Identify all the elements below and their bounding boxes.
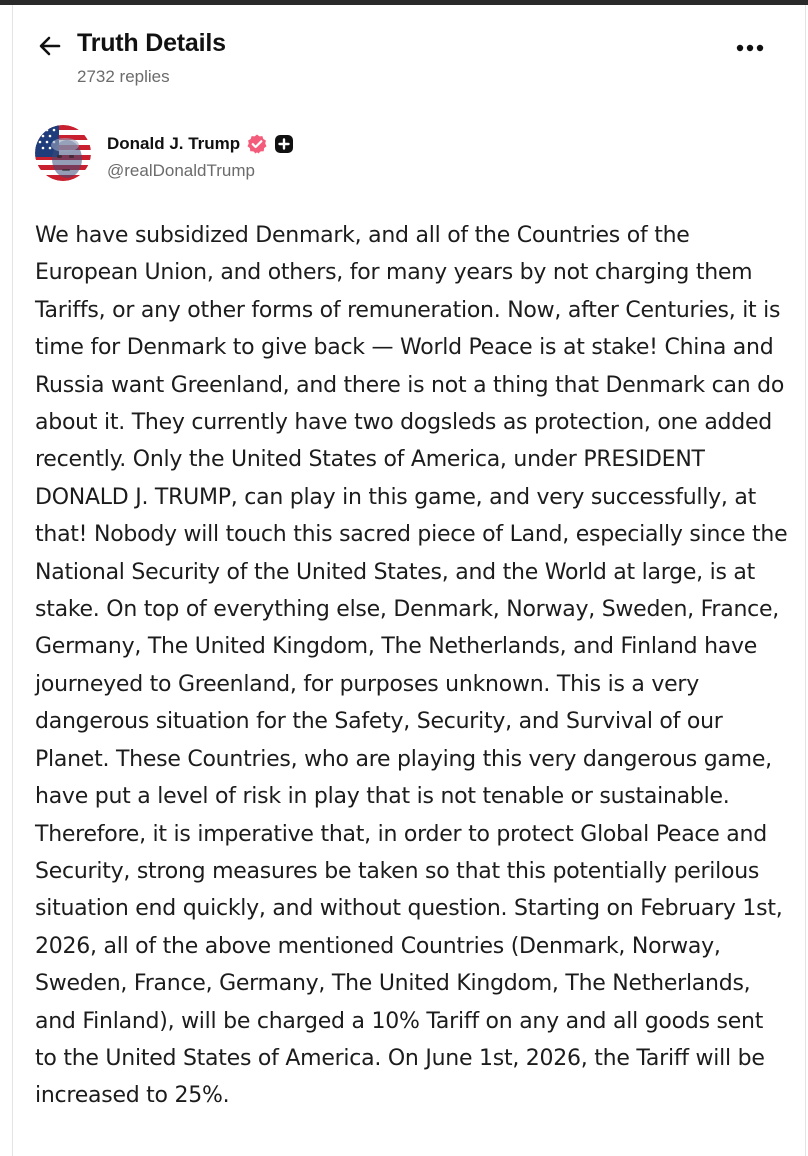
page-header [13,5,805,110]
arrow-left-icon [37,33,63,59]
more-horizontal-icon [736,44,764,52]
plus-badge-icon [274,134,294,154]
more-options-button[interactable] [733,35,767,61]
flag-portrait-avatar-image [35,125,91,181]
avatar[interactable] [35,125,91,181]
reply-count: 2732 replies [77,67,170,86]
post-text: We have subsidized Denmark, and all of the Countries of the European Union, and others, for many years by not charging them Tariffs, or any other forms of remuneration. Now, after Centuries, it is time for Denmark to give back — World Peace is at stake! China and Russia want Greenland, and there is not a thing that Denmark can do about it. They currently have two dogsleds as protection, one added recently. Only the United States of America, under PRESIDENT DONALD J. TRUMP, can play in this game, and very successfully, at that! Nobody will touch this sacred piece of Land, especially since the National Security of the United States, and the World at large, is at stake. On top of everything else, Denmark, Norway, Sweden, France, Germany, The United Kingdom, The Netherlands, and Finland have journeyed to Greenland, for purposes unknown. This is a very dangerous situation for the Safety, Security, and Survival of our Planet. These Countries, who are playing this very dangerous game, have put a level of risk in play that is not tenable or sustainable. Therefore, it is imperative that, in order to protect Global Peace and Security, strong measures be taken so that this potentially perilous situation end quickly, and without question. Starting on February 1st, 2026, all of the above mentioned Countries (Denmark, Norway, Sweden, France, Germany, The United Kingdom, The Netherlands, and Finland), will be charged a 10% Tariff on any and all goods sent to the United States of America. On June 1st, 2026, the Tariff will be increased to 25%. [35,223,788,1109]
post-author [35,125,735,185]
author-name-row [107,131,294,157]
truth-details-panel [12,5,806,1156]
author-handle[interactable]: @realDonaldTrump [107,161,255,180]
back-button[interactable] [35,31,65,61]
verified-badge-icon [246,133,268,155]
author-name[interactable]: Donald J. Trump [107,134,241,153]
page-title: Truth Details [77,29,226,57]
